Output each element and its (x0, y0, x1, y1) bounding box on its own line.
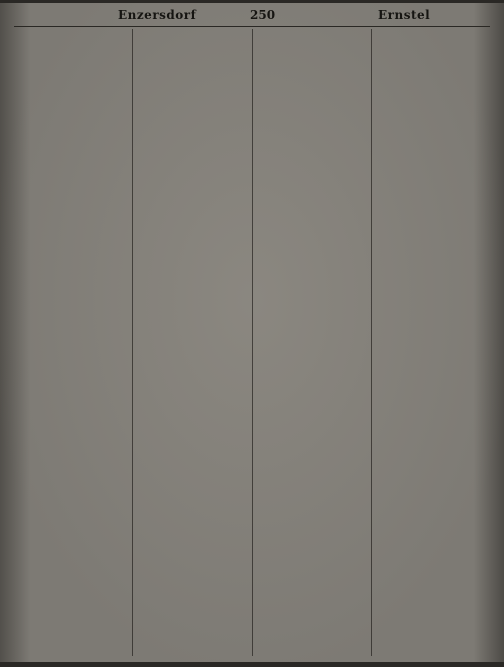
directory-column-3 (252, 29, 371, 656)
directory-columns (14, 29, 490, 656)
page-header (18, 8, 486, 26)
directory-column-2 (132, 29, 251, 656)
page-number: 250 (250, 8, 276, 22)
header-rule (14, 26, 490, 27)
header-left-title: Enzersdorf (118, 8, 197, 22)
header-right-title: Ernstel (378, 8, 431, 22)
directory-column-1 (14, 29, 132, 656)
directory-column-4 (371, 29, 490, 656)
